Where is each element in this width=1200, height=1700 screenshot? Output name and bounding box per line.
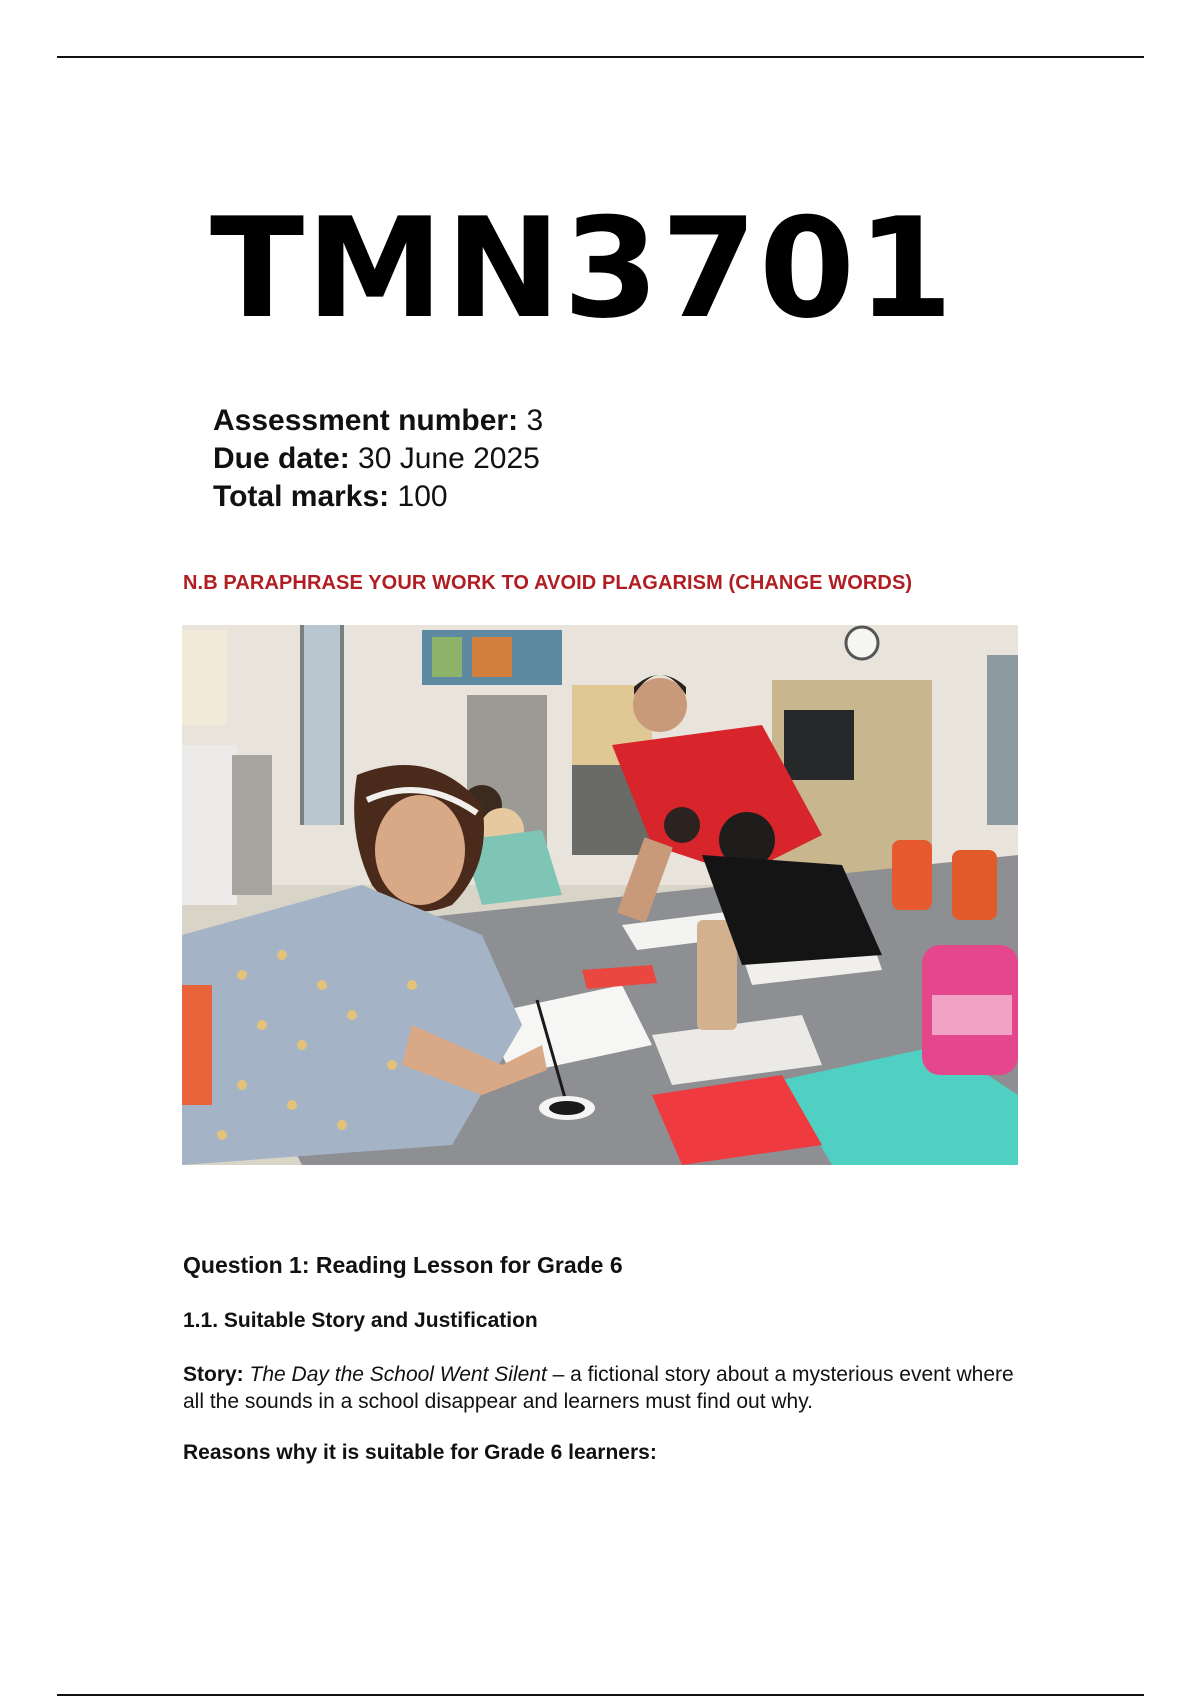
- top-rule: [57, 56, 1144, 58]
- assessment-number-row: [213, 402, 543, 440]
- bottom-rule: [57, 1694, 1144, 1696]
- story-label: Story:: [183, 1363, 244, 1386]
- course-code: TMN3701: [210, 188, 956, 349]
- story-description: – a fictional story about a mysterious event where all the sounds in a school disappear and learners must find out why.: [183, 1363, 1014, 1413]
- due-date-value: 30 June 2025: [358, 442, 540, 475]
- assessment-number-label: Assessment number:: [213, 404, 519, 437]
- question-section: [183, 1252, 1023, 1465]
- story-paragraph: [183, 1361, 1023, 1415]
- plagiarism-notice: N.B PARAPHRASE YOUR WORK TO AVOID PLAGARISM (CHANGE WORDS): [183, 572, 913, 594]
- total-marks-value: 100: [397, 480, 448, 513]
- due-date-row: [213, 440, 543, 478]
- sub-heading: 1.1. Suitable Story and Justification: [183, 1309, 538, 1332]
- reasons-heading: Reasons why it is suitable for Grade 6 learners:: [183, 1441, 657, 1464]
- total-marks-label: Total marks:: [213, 480, 390, 513]
- total-marks-row: [213, 478, 543, 516]
- classroom-photo: [182, 625, 1018, 1165]
- story-title: The Day the School Went Silent: [249, 1363, 547, 1386]
- assessment-meta: [213, 402, 543, 516]
- question-heading: Question 1: Reading Lesson for Grade 6: [183, 1252, 623, 1278]
- assessment-number-value: 3: [526, 404, 544, 437]
- due-date-label: Due date:: [213, 442, 350, 475]
